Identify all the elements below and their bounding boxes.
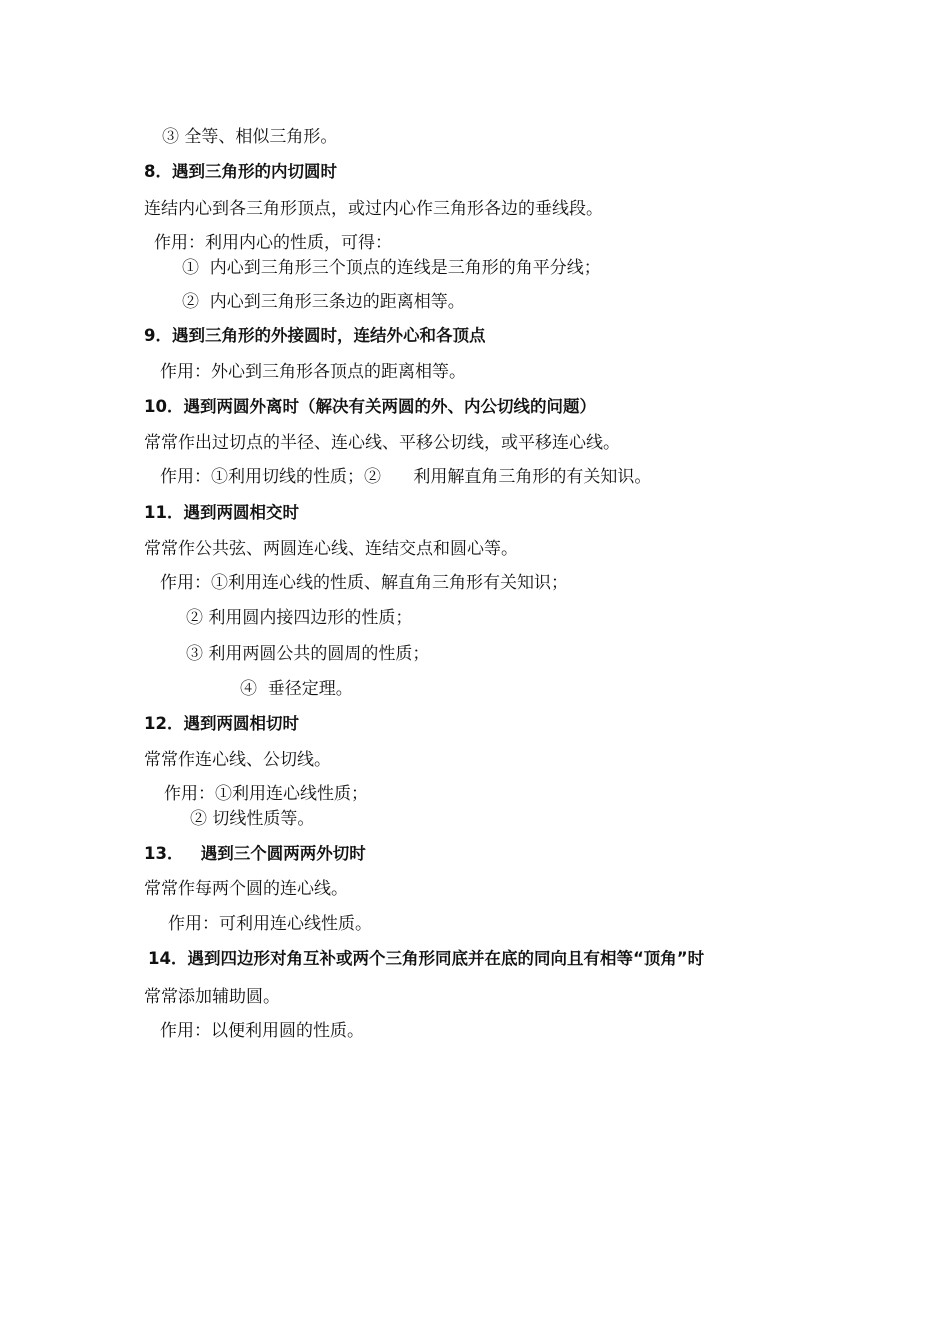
heading-8-incircle: 8．遇到三角形的内切圆时 [144, 162, 337, 181]
method-text-11: 常常作公共弦、两圆连心线、连结交点和圆心等。 [144, 539, 518, 559]
purpose-text-11: 作用：①利用连心线的性质、解直角三角形有关知识； [160, 573, 568, 593]
purpose-item-8-2: ② 内心到三角形三条边的距离相等。 [182, 292, 465, 312]
item-congruent-similar-triangles: ③ 全等、相似三角形。 [162, 127, 338, 147]
heading-12-tangent-circles: 12．遇到两圆相切时 [144, 714, 299, 733]
purpose-text-10: 作用：①利用切线的性质；② 利用解直角三角形的有关知识。 [160, 467, 652, 487]
purpose-item-12-2: ② 切线性质等。 [190, 809, 315, 829]
purpose-item-8-1: ① 内心到三角形三个顶点的连线是三角形的角平分线； [182, 258, 601, 278]
heading-14-auxiliary-circle: 14．遇到四边形对角互补或两个三角形同底并在底的同向且有相等“顶角”时 [148, 949, 705, 968]
method-text-10: 常常作出过切点的半径、连心线、平移公切线，或平移连心线。 [144, 433, 620, 453]
heading-10-separate-circles: 10．遇到两圆外离时（解决有关两圆的外、内公切线的问题） [144, 397, 596, 416]
purpose-text-13: 作用：可利用连心线性质。 [168, 914, 372, 934]
heading-9-circumcircle: 9．遇到三角形的外接圆时，连结外心和各顶点 [144, 326, 486, 345]
heading-13-three-circles: 13． 遇到三个圆两两外切时 [144, 844, 366, 863]
purpose-item-11-3: ③ 利用两圆公共的圆周的性质； [186, 644, 430, 664]
purpose-text-9: 作用：外心到三角形各顶点的距离相等。 [160, 362, 466, 382]
purpose-item-11-4: ④ 垂径定理。 [240, 679, 353, 699]
heading-11-intersecting-circles: 11．遇到两圆相交时 [144, 503, 299, 522]
method-text-14: 常常添加辅助圆。 [144, 987, 280, 1007]
method-text-12: 常常作连心线、公切线。 [144, 750, 331, 770]
purpose-text-12: 作用：①利用连心线性质； [164, 784, 368, 804]
purpose-text-14: 作用：以便利用圆的性质。 [160, 1021, 364, 1041]
purpose-item-11-2: ② 利用圆内接四边形的性质； [186, 608, 413, 628]
method-text-8: 连结内心到各三角形顶点，或过内心作三角形各边的垂线段。 [144, 199, 603, 219]
method-text-13: 常常作每两个圆的连心线。 [144, 879, 348, 899]
purpose-text-8: 作用：利用内心的性质，可得： [154, 233, 392, 253]
